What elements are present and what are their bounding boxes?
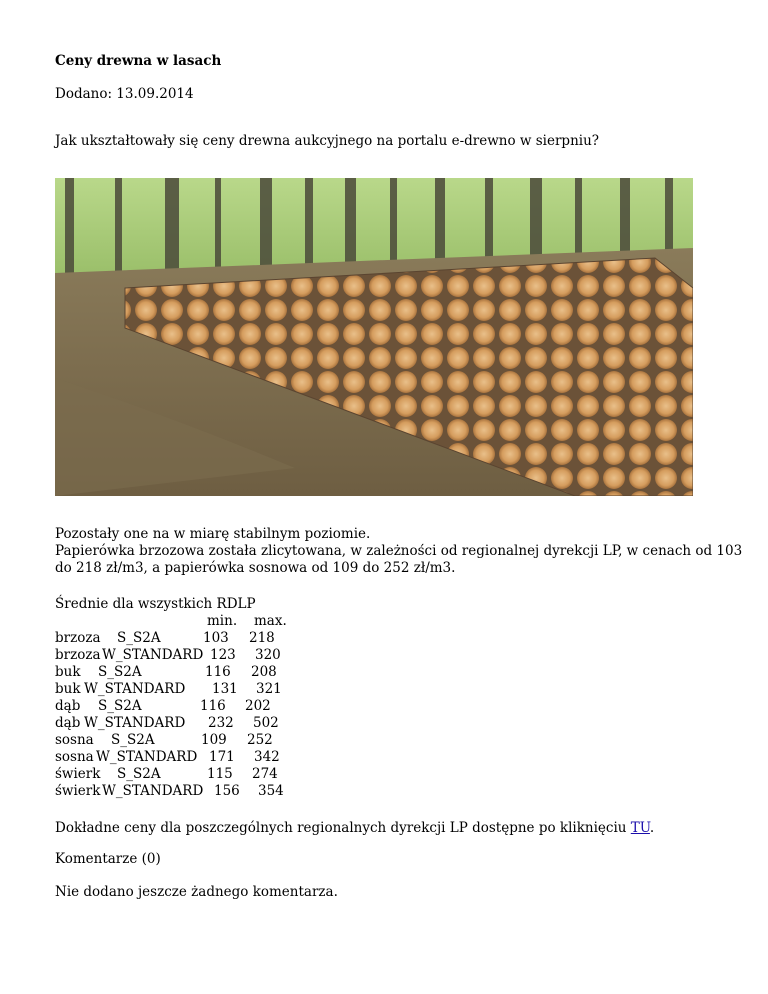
max-cell: 502 (253, 715, 279, 731)
min-cell: 131 (212, 681, 238, 697)
paragraph-line: Pozostały one na w miarę stabilnym poziomie. (55, 526, 371, 542)
species-cell: buk (55, 681, 81, 697)
max-cell: 342 (254, 749, 280, 765)
species-cell: brzoza (55, 647, 101, 663)
comments-empty-message: Nie dodano jeszcze żadnego komentarza. (55, 884, 338, 900)
details-line (55, 820, 654, 837)
column-header-max: max. (254, 613, 287, 629)
article-title: Ceny drewna w lasach (55, 53, 222, 69)
grade-cell: W_STANDARD (84, 681, 186, 697)
species-cell: sosna (55, 749, 94, 765)
min-cell: 156 (214, 783, 240, 799)
species-cell: świerk (55, 766, 101, 782)
max-cell: 320 (255, 647, 281, 663)
species-cell: dąb (55, 715, 81, 731)
column-header-min: min. (207, 613, 238, 629)
grade-cell: W_STANDARD (96, 749, 198, 765)
species-cell: sosna (55, 732, 94, 748)
grade-cell: S_S2A (98, 664, 142, 680)
species-cell: brzoza (55, 630, 101, 646)
grade-cell: S_S2A (117, 630, 161, 646)
paragraph-line: Papierówka brzozowa została zlicytowana, w zależności od regionalnej dyrekcji LP, w cenach od 103 (55, 543, 743, 559)
article-question: Jak ukształtowały się ceny drewna aukcyjnego na portalu e-drewno w sierpniu? (55, 133, 600, 149)
min-cell: 171 (209, 749, 235, 765)
max-cell: 218 (249, 630, 275, 646)
max-cell: 354 (258, 783, 284, 799)
timber-logs-photo (55, 178, 693, 496)
min-cell: 115 (207, 766, 233, 782)
max-cell: 321 (256, 681, 282, 697)
min-cell: 103 (203, 630, 229, 646)
grade-cell: S_S2A (111, 732, 155, 748)
min-cell: 123 (210, 647, 236, 663)
max-cell: 274 (252, 766, 278, 782)
details-text: Dokładne ceny dla poszczególnych regionalnych dyrekcji LP dostępne po kliknięciu (55, 820, 631, 836)
species-cell: świerk (55, 783, 101, 799)
min-cell: 116 (205, 664, 231, 680)
species-cell: buk (55, 664, 81, 680)
details-suffix: . (649, 820, 655, 836)
grade-cell: W_STANDARD (102, 647, 204, 663)
min-cell: 116 (200, 698, 226, 714)
species-cell: dąb (55, 698, 81, 714)
max-cell: 202 (245, 698, 271, 714)
paragraph-line: do 218 zł/m3, a papierówka sosnowa od 109 do 252 zł/m3. (55, 560, 456, 576)
min-cell: 109 (201, 732, 227, 748)
grade-cell: W_STANDARD (102, 783, 204, 799)
details-link[interactable]: TU (630, 820, 650, 836)
min-cell: 232 (208, 715, 234, 731)
article-date: Dodano: 13.09.2014 (55, 86, 194, 102)
table-heading: Średnie dla wszystkich RDLP (55, 596, 256, 612)
comments-header: Komentarze (0) (55, 851, 161, 867)
grade-cell: S_S2A (98, 698, 142, 714)
max-cell: 252 (247, 732, 273, 748)
grade-cell: W_STANDARD (84, 715, 186, 731)
grade-cell: S_S2A (117, 766, 161, 782)
max-cell: 208 (251, 664, 277, 680)
